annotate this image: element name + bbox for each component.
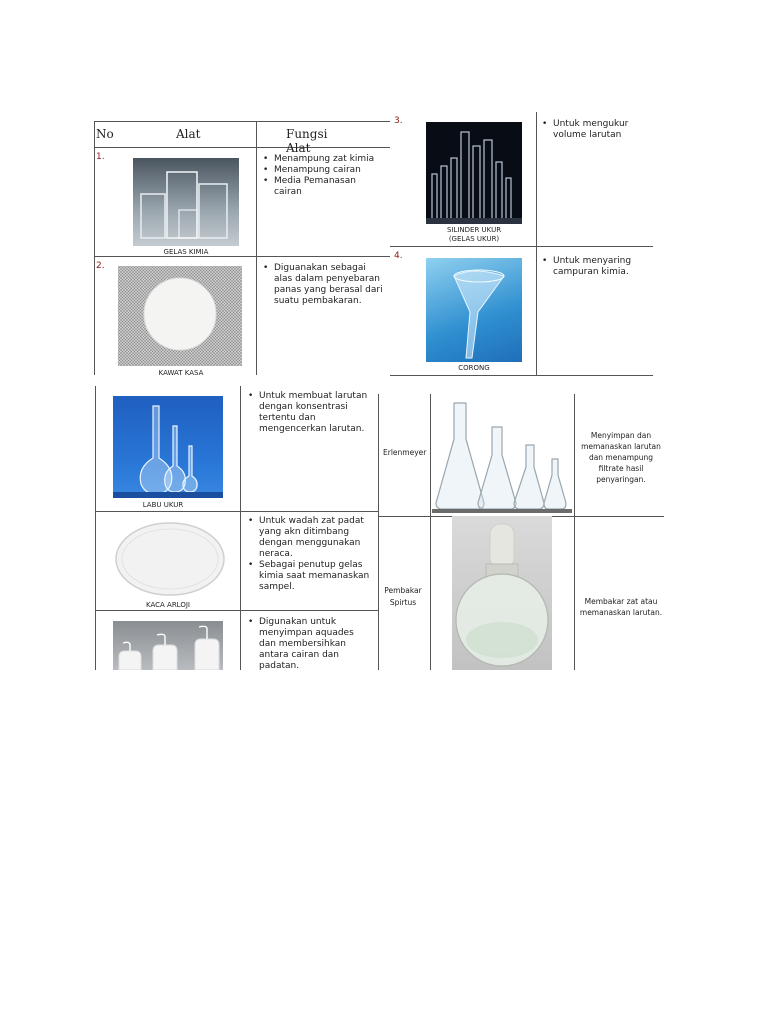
erlenmeyer-function: Menyimpan dan memanaskan larutan dan menampung filtrate hasil penyaringan. [581, 431, 661, 484]
function-item: • Untuk menyaring campuran kimia. [553, 256, 649, 278]
header-alat: Alat [176, 127, 201, 141]
pembakar-spirtus-name: Pembakar Spirtus [384, 586, 422, 607]
pembakar-spirtus-photo [452, 516, 552, 670]
function-item: • Media Pemanasan cairan [274, 176, 384, 198]
header-fungsi: Fungsi Alat [286, 127, 328, 155]
row-number: 2. [96, 261, 105, 271]
gelas-kimia-functions [262, 154, 384, 198]
erlenmeyer-photo [432, 399, 572, 513]
function-item: • Untuk wadah zat padat yang akn ditimbang dengan menggunakan neraca. [259, 516, 373, 560]
kawat-kasa-caption: KAWAT KASA [158, 369, 204, 377]
botol-semprot-functions [247, 617, 373, 672]
corong-caption: CORONG [458, 364, 490, 372]
botol-semprot-photo [113, 621, 223, 670]
header-no: No [96, 127, 114, 141]
kaca-arloji-photo [113, 517, 227, 599]
kaca-arloji-functions [247, 516, 373, 593]
labu-ukur-caption: LABU UKUR [142, 501, 184, 509]
function-item: • Untuk mengukur volume larutan [553, 119, 649, 141]
labu-ukur-functions [247, 391, 373, 435]
function-item: • Menampung zat kimia [274, 154, 384, 165]
function-item: • Diguanakan sebagai alas dalam penyebaran panas yang berasal dari suatu pembakaran. [274, 263, 386, 307]
pembakar-spirtus-function: Membakar zat atau memanaskan larutan. [579, 597, 663, 617]
labu-ukur-photo [113, 396, 223, 498]
gelas-kimia-caption: GELAS KIMIA [163, 248, 209, 256]
gelas-kimia-photo [133, 158, 239, 246]
function-item: • Sebagai penutup gelas kimia saat memanaskan sampel. [259, 560, 373, 593]
function-item: • Menampung cairan [274, 165, 384, 176]
row-number: 4. [394, 251, 403, 261]
function-item: • Untuk membuat larutan dengan konsentrasi tertentu dan mengencerkan larutan. [259, 391, 373, 435]
row-number: 3. [394, 116, 403, 126]
kawat-kasa-functions [262, 263, 386, 307]
silinder-ukur-photo [426, 122, 522, 224]
kaca-arloji-caption: KACA ARLOJI [146, 601, 190, 609]
silinder-ukur-caption: SILINDER UKUR (GELAS UKUR) [446, 226, 502, 243]
erlenmeyer-name: Erlenmeyer [383, 448, 427, 457]
silinder-ukur-functions [541, 119, 649, 141]
row-number: 1. [96, 152, 105, 162]
function-item: • Digunakan untuk menyimpan aquades dan membersihkan antara cairan dan padatan. [259, 617, 373, 672]
corong-photo [426, 258, 522, 362]
kawat-kasa-photo [118, 266, 242, 366]
corong-functions [541, 256, 649, 278]
